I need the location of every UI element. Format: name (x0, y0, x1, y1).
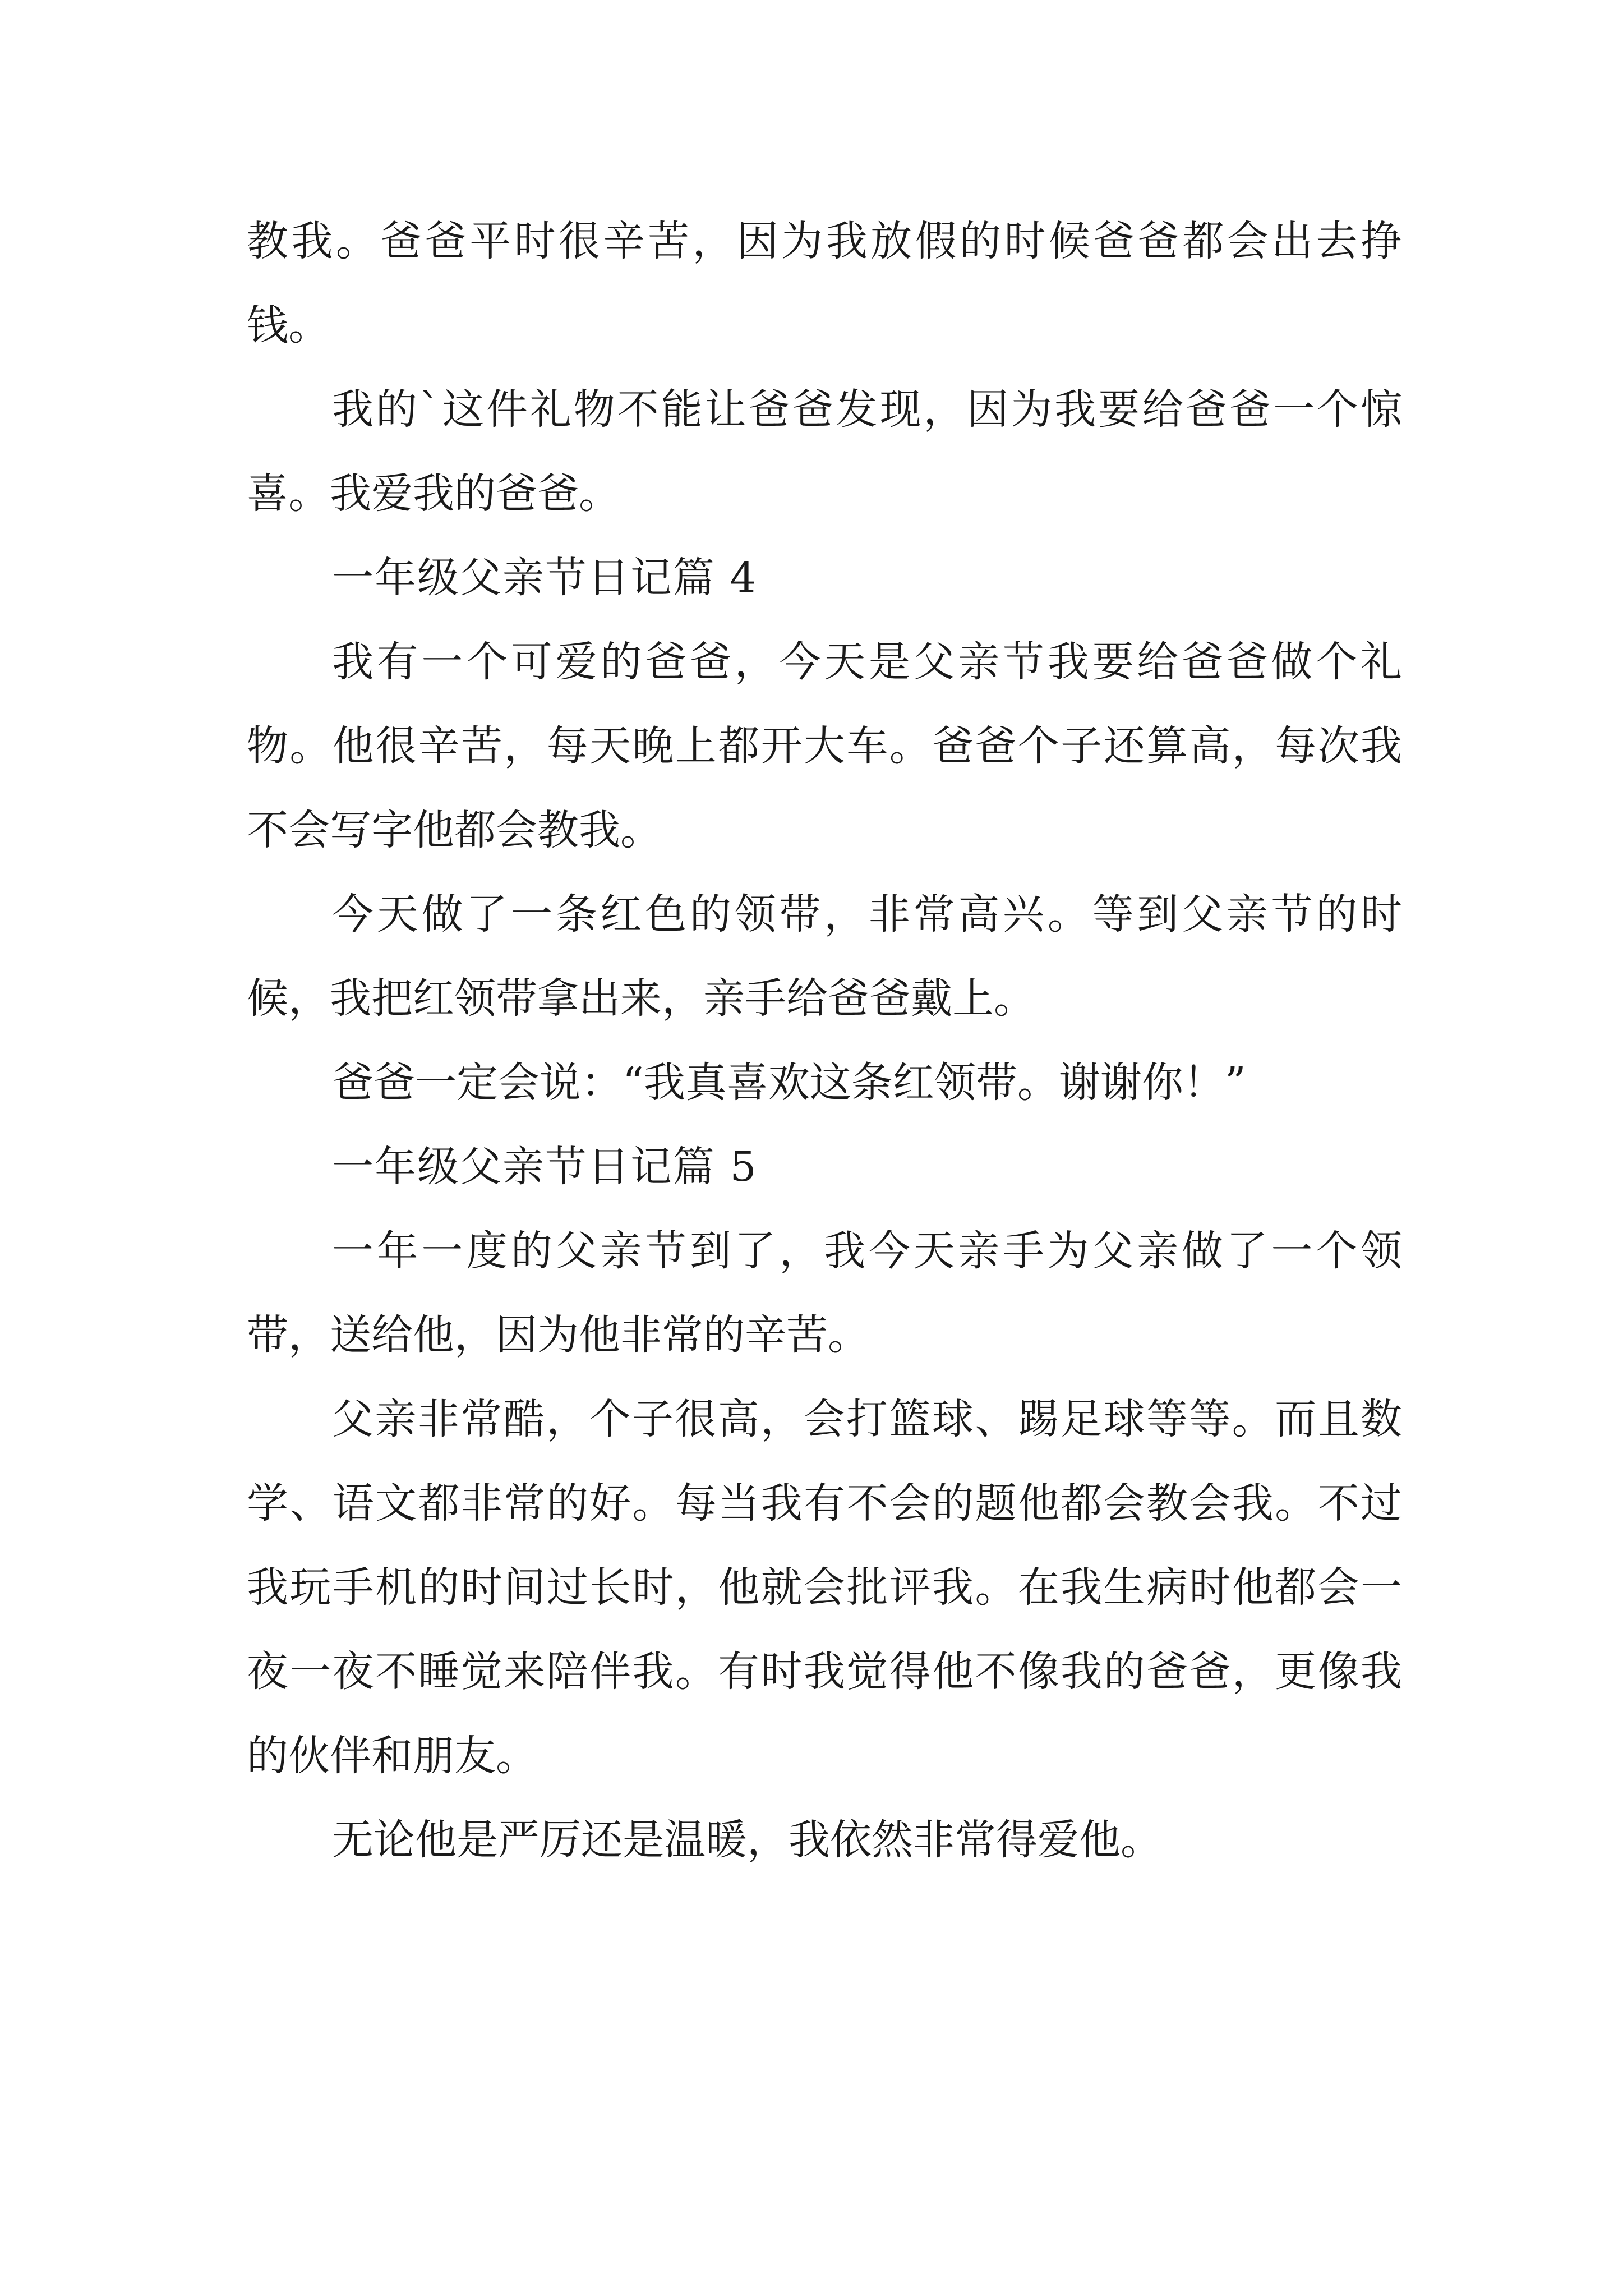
document-body (247, 199, 1402, 1882)
paragraph-dad-says: 爸爸一定会说：“我真喜欢这条红领带。谢谢你！” (332, 1059, 1246, 1107)
paragraph-conclusion: 无论他是严厉还是温暖，我依然非常得爱他。 (332, 1816, 1162, 1864)
section-heading-5: 一年级父亲节日记篇 5 (332, 1143, 758, 1191)
section-heading-4: 一年级父亲节日记篇 4 (332, 554, 758, 602)
paragraph-red-tie: 今天做了一条红色的领带，非常高兴。等到父亲节的时候，我把红领带拿出来，亲手给爸爸戴上。 (247, 890, 1402, 1023)
paragraph-gift-surprise: 我的`这件礼物不能让爸爸发现，因为我要给爸爸一个惊喜。我爱我的爸爸。 (247, 385, 1402, 518)
paragraph-fathers-day: 一年一度的父亲节到了，我今天亲手为父亲做了一个领带，送给他，因为他非常的辛苦。 (247, 1227, 1402, 1359)
paragraph-cool-father: 父亲非常酷，个子很高，会打篮球、踢足球等等。而且数学、语文都非常的好。每当我有不会的题他都会教会我。不过我玩手机的时间过长时，他就会批评我。在我生病时他都会一夜一夜不睡觉来陪伴我。有时我觉得他不像我的爸爸，更像我的伙伴和朋友。 (247, 1395, 1402, 1780)
paragraph-continuation: 教我。爸爸平时很辛苦，因为我放假的时候爸爸都会出去挣钱。 (247, 217, 1402, 349)
paragraph-lovely-dad: 我有一个可爱的爸爸，今天是父亲节我要给爸爸做个礼物。他很辛苦，每天晚上都开大车。爸爸个子还算高，每次我不会写字他都会教我。 (247, 638, 1402, 854)
